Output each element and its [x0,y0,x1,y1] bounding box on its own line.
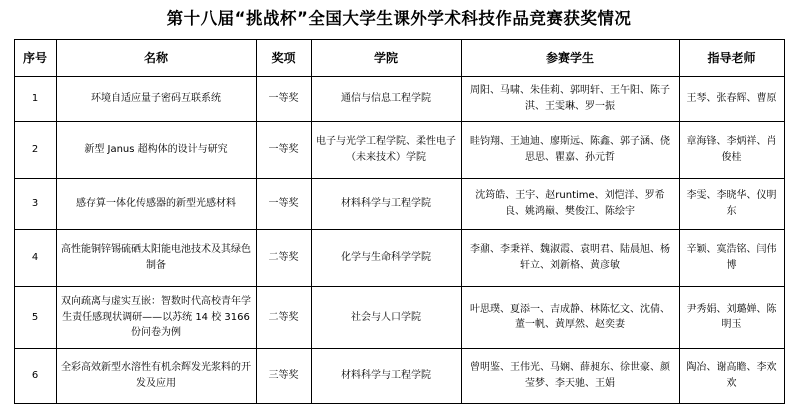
table-row [14,76,784,121]
cell-name: 高性能铜锌锡硫硒太阳能电池技术及其绿色制备 [56,229,256,286]
table-row [14,286,784,348]
cell-prize: 一等奖 [256,178,311,229]
cell-students: 曾明鉴、王伟光、马娴、薛昶东、徐世豪、颜莹梦、李天驰、王娟 [461,348,679,403]
cell-teachers: 辛颖、寞浩铭、闫伟博 [679,229,784,286]
cell-teachers: 章海锋、李炳祥、肖俊桂 [679,121,784,178]
column-header-students: 参赛学生 [461,39,679,76]
column-header-no: 序号 [14,39,56,76]
cell-no: 6 [14,348,56,403]
cell-college: 材料科学与工程学院 [311,348,461,403]
cell-name: 感存算一体化传感器的新型光感材料 [56,178,256,229]
table-body [14,76,784,403]
cell-name: 全彩高效新型水溶性有机余辉发光浆料的开发及应用 [56,348,256,403]
cell-prize: 一等奖 [256,121,311,178]
cell-prize: 二等奖 [256,229,311,286]
cell-teachers: 尹秀娟、刘璐婵、陈明玉 [679,286,784,348]
cell-name: 新型 Janus 超构体的设计与研究 [56,121,256,178]
cell-college: 社会与人口学院 [311,286,461,348]
cell-college: 材料科学与工程学院 [311,178,461,229]
cell-prize: 一等奖 [256,76,311,121]
cell-students: 沈筠皓、王宇、赵runtime、刘恺洋、罗希良、姚鸿巅、樊俊江、陈绘宇 [461,178,679,229]
table-row [14,121,784,178]
cell-college: 通信与信息工程学院 [311,76,461,121]
cell-no: 3 [14,178,56,229]
cell-students: 李鼐、李秉祥、魏淑霞、袁明君、陆晨旭、杨轩立、刘新格、黄彦敏 [461,229,679,286]
table-row [14,348,784,403]
cell-teachers: 李雯、李晓华、仪明东 [679,178,784,229]
table-header-row [14,39,784,76]
cell-students: 眭钧翔、王迪迪、廖斯远、陈鑫、郭子涵、侥思思、瞿嘉、孙元哲 [461,121,679,178]
cell-no: 1 [14,76,56,121]
cell-students: 周阳、马啸、朱佳莉、郭明轩、王午阳、陈子淇、王雯琳、罗一振 [461,76,679,121]
cell-college: 化学与生命科学学院 [311,229,461,286]
column-header-name: 名称 [56,39,256,76]
cell-no: 5 [14,286,56,348]
cell-no: 4 [14,229,56,286]
table-header [14,39,784,76]
cell-no: 2 [14,121,56,178]
page-title: 第十八届“挑战杯”全国大学生课外学术科技作品竞赛获奖情况 [166,9,632,28]
cell-name: 环境自适应量子密码互联系统 [56,76,256,121]
cell-teachers: 王琴、张春辉、曹原 [679,76,784,121]
column-header-college: 学院 [311,39,461,76]
column-header-prize: 奖项 [256,39,311,76]
cell-students: 叶思璞、夏添一、吉成静、林陈忆文、沈倩、董一帆、黄厚然、赵奕妻 [461,286,679,348]
column-header-teachers: 指导老师 [679,39,784,76]
table-row [14,178,784,229]
table-row [14,229,784,286]
cell-teachers: 陶冶、谢高瞻、李欢欢 [679,348,784,403]
cell-college: 电子与光学工程学院、柔性电子（未来技术）学院 [311,121,461,178]
cell-name: 双向疏离与虚实互嵌：智数时代高校青年学生责任感现状调研——以苏统 14 校 3166 份问卷为例 [56,286,256,348]
cell-prize: 二等奖 [256,286,311,348]
cell-prize: 三等奖 [256,348,311,403]
award-table [14,39,785,404]
